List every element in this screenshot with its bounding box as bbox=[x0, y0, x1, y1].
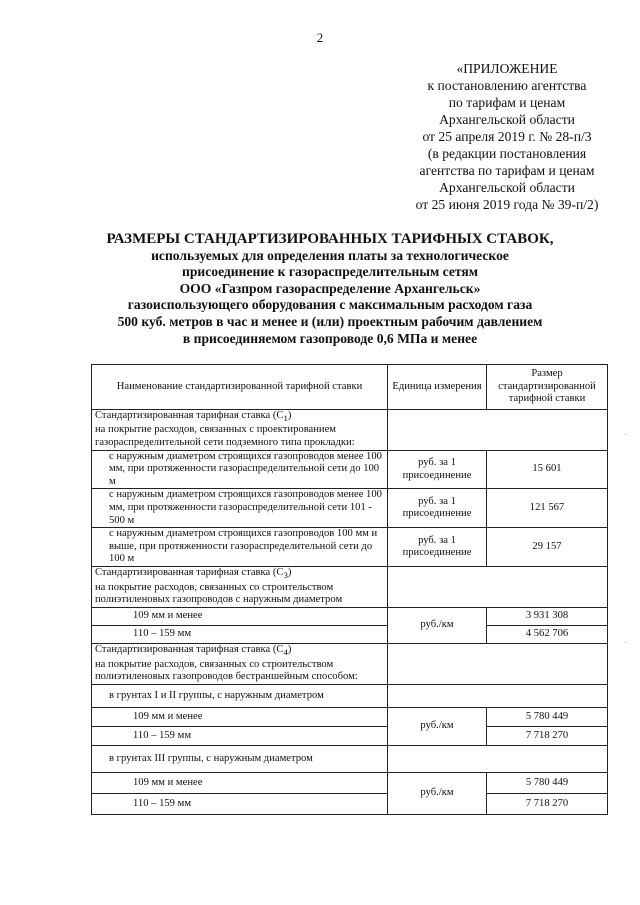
header-unit: Единица измерения bbox=[388, 365, 487, 410]
table-row bbox=[92, 450, 608, 489]
row-unit: руб./км bbox=[388, 607, 487, 643]
table-row bbox=[92, 726, 608, 745]
row-unit: руб./км bbox=[388, 707, 487, 745]
section-c1-heading: Стандартизированная тарифная ставка $(С_1)$ на покрытие расходов, связанных с проектированием газораспределительной сети подземного типа прокладки: bbox=[92, 409, 388, 450]
row-unit: руб./км bbox=[388, 772, 487, 814]
group-empty bbox=[388, 684, 608, 707]
appendix-line: по тарифам и ценам bbox=[448, 95, 566, 110]
appendix-line: к постановлению агентства bbox=[427, 78, 587, 93]
appendix-line: Архангельской области bbox=[439, 112, 575, 127]
header-name: Наименование стандартизированной тарифной ставки bbox=[92, 365, 388, 410]
table-row bbox=[92, 625, 608, 643]
title-line: присоединение к газораспределительным сетям bbox=[182, 264, 478, 280]
appendix-line: от 25 июня 2019 года № 39-п/2) bbox=[415, 197, 599, 212]
appendix-line: (в редакции постановления bbox=[427, 146, 587, 161]
section-c1-desc: на покрытие расходов, связанных с проектированием газораспределительной сети подземного типа прокладки: bbox=[95, 424, 355, 449]
section-row-c1 bbox=[92, 409, 608, 450]
title-line: ООО «Газпром газораспределение Архангельск» bbox=[179, 280, 481, 296]
appendix-line: агентства по тарифам и ценам bbox=[419, 163, 595, 178]
row-unit: руб. за 1 присоединение bbox=[388, 450, 487, 489]
appendix-line: от 25 апреля 2019 г. № 28-п/3 bbox=[422, 129, 592, 144]
appendix-header bbox=[382, 60, 632, 213]
group-row bbox=[92, 684, 608, 707]
row-value: 121 567 bbox=[487, 489, 608, 528]
row-name: 109 мм и менее bbox=[92, 607, 388, 625]
table-row bbox=[92, 772, 608, 793]
title-line: 500 куб. метров в час и менее и (или) проектным рабочим давлением bbox=[117, 313, 543, 329]
row-name: 110 – 159 мм bbox=[92, 793, 388, 814]
section-c1-title: Стандартизированная тарифная ставка (С bbox=[95, 409, 284, 421]
section-c4-title: Стандартизированная тарифная ставка (С bbox=[95, 643, 284, 655]
row-name: 110 – 159 мм bbox=[92, 625, 388, 643]
row-unit: руб. за 1 присоединение bbox=[388, 489, 487, 528]
table-row bbox=[92, 528, 608, 567]
group-empty bbox=[388, 745, 608, 772]
table-row bbox=[92, 489, 608, 528]
row-value: 5 780 449 bbox=[487, 772, 608, 793]
group-label-3: в грунтах III группы, с наружным диаметром bbox=[92, 745, 388, 772]
group-label-1: в грунтах I и II группы, с наружным диаметром bbox=[92, 684, 388, 707]
section-c4-empty bbox=[388, 643, 608, 684]
group-row bbox=[92, 745, 608, 772]
title-line: РАЗМЕРЫ СТАНДАРТИЗИРОВАННЫХ ТАРИФНЫХ СТАВОК, bbox=[106, 231, 554, 247]
section-c3-heading: Стандартизированная тарифная ставка $(С_3)$ на покрытие расходов, связанных со строительством полиэтиленовых газопроводов с наружным диаметром bbox=[92, 567, 388, 608]
table-row bbox=[92, 707, 608, 726]
section-c4-heading: Стандартизированная тарифная ставка $(С_4)$ на покрытие расходов, связанных со строительством полиэтиленовых газопроводов бестраншейным способом: bbox=[92, 643, 388, 684]
table-row bbox=[92, 607, 608, 625]
row-value: 3 931 308 bbox=[487, 607, 608, 625]
row-name: с наружным диаметром строящихся газопроводов менее 100 мм, при протяженности газораспределительной сети до 100 м bbox=[92, 450, 388, 489]
row-value: 29 157 bbox=[487, 528, 608, 567]
row-value: 15 601 bbox=[487, 450, 608, 489]
scan-mark: ˈ bbox=[624, 640, 627, 650]
section-c1-empty bbox=[388, 409, 608, 450]
row-name: с наружным диаметром строящихся газопроводов менее 100 мм, при протяженности газораспределительной сети 101 - 500 м bbox=[92, 489, 388, 528]
title-line: газоиспользующего оборудования с максимальным расходом газа bbox=[127, 297, 533, 313]
table-header-row bbox=[92, 365, 608, 410]
title-line: используемых для определения платы за технологическое bbox=[151, 247, 509, 263]
row-name: 110 – 159 мм bbox=[92, 726, 388, 745]
document-title bbox=[80, 231, 580, 347]
section-row-c4 bbox=[92, 643, 608, 684]
section-c4-subscript: 4 bbox=[283, 647, 288, 658]
page-number: 2 bbox=[316, 30, 324, 45]
header-size: Размер стандартизированной тарифной ставки bbox=[487, 365, 608, 410]
title-line: в присоединяемом газопроводе 0,6 МПа и менее bbox=[182, 330, 478, 346]
section-c3-empty bbox=[388, 567, 608, 608]
row-name: с наружным диаметром строящихся газопроводов 100 мм и выше, при протяженности газораспределительной сети до 100 м bbox=[92, 528, 388, 567]
row-value: 7 718 270 bbox=[487, 793, 608, 814]
appendix-line: «ПРИЛОЖЕНИЕ bbox=[456, 61, 558, 76]
section-c3-subscript: 3 bbox=[283, 570, 288, 581]
tariff-table bbox=[91, 364, 608, 815]
row-value: 4 562 706 bbox=[487, 625, 608, 643]
section-c3-desc: на покрытие расходов, связанных со строительством полиэтиленовых газопроводов с наружным диаметром bbox=[95, 581, 343, 606]
appendix-line: Архангельской области bbox=[439, 180, 575, 195]
scan-mark: ˈ bbox=[624, 432, 627, 442]
row-name: 109 мм и менее bbox=[92, 707, 388, 726]
section-c3-title: Стандартизированная тарифная ставка (С bbox=[95, 567, 284, 579]
row-unit: руб. за 1 присоединение bbox=[388, 528, 487, 567]
table-row bbox=[92, 793, 608, 814]
section-c4-desc: на покрытие расходов, связанных со строительством полиэтиленовых газопроводов бестраншейным способом: bbox=[95, 658, 358, 683]
row-value: 7 718 270 bbox=[487, 726, 608, 745]
row-value: 5 780 449 bbox=[487, 707, 608, 726]
section-row-c3 bbox=[92, 567, 608, 608]
section-c1-subscript: 1 bbox=[283, 412, 288, 423]
row-name: 109 мм и менее bbox=[92, 772, 388, 793]
